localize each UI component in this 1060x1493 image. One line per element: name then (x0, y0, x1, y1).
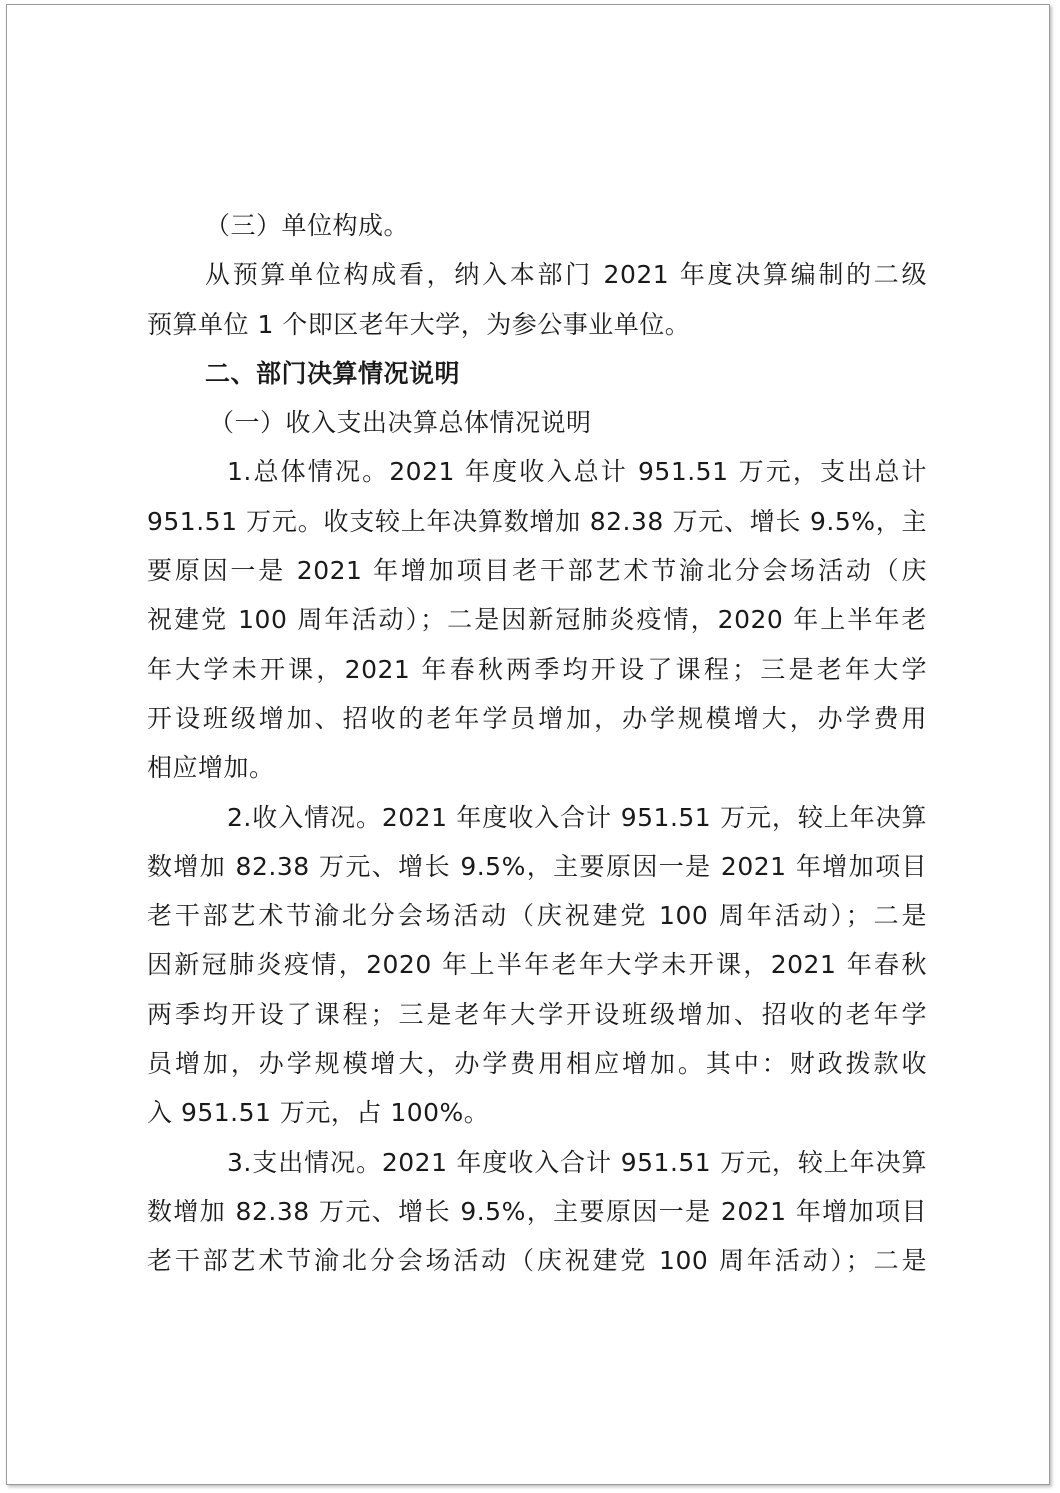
paragraph-line: 因新冠肺炎疫情，2020 年上半年老年大学未开课，2021 年春秋 (147, 950, 927, 980)
paragraph-line: 老干部艺术节渝北分会场活动（庆祝建党 100 周年活动）；二是 (147, 1246, 927, 1276)
paragraph-line: 开设班级增加、招收的老年学员增加，办学规模增大，办学费用 (147, 703, 927, 733)
document-page (6, 4, 1050, 1485)
paragraph-line: 两季均开设了课程；三是老年大学开设班级增加、招收的老年学 (147, 999, 927, 1029)
paragraph-line: 要原因一是 2021 年增加项目老干部艺术节渝北分会场活动（庆 (147, 556, 927, 586)
paragraph-line: 从预算单位构成看，纳入本部门 2021 年度决算编制的二级 (205, 260, 927, 290)
paragraph-line: 3.支出情况。2021 年度收入合计 951.51 万元，较上年决算 (227, 1147, 927, 1177)
paragraph-line: 年大学未开课，2021 年春秋两季均开设了课程；三是老年大学 (147, 654, 927, 684)
document-body (147, 201, 927, 1286)
paragraph-line: 数增加 82.38 万元、增长 9.5%，主要原因一是 2021 年增加项目 (147, 851, 927, 881)
section-heading: （一）收入支出决算总体情况说明 (209, 408, 592, 438)
paragraph-line: 预算单位 1 个即区老年大学，为参公事业单位。 (147, 309, 691, 339)
paragraph-line: 相应增加。 (147, 753, 275, 783)
section-heading-unit-composition: （三）单位构成。 (205, 211, 410, 240)
paragraph-line: 祝建党 100 周年活动）；二是因新冠肺炎疫情，2020 年上半年老 (147, 605, 927, 635)
paragraph-line: 951.51 万元。收支较上年决算数增加 82.38 万元、增长 9.5%，主 (147, 506, 927, 536)
paragraph-line: 员增加，办学规模增大，办学费用相应增加。其中：财政拨款收 (147, 1049, 927, 1079)
paragraph-line: 数增加 82.38 万元、增长 9.5%，主要原因一是 2021 年增加项目 (147, 1196, 927, 1226)
paragraph-line: 2.收入情况。2021 年度收入合计 951.51 万元，较上年决算 (227, 802, 927, 832)
paragraph-line: 入 951.51 万元，占 100%。 (147, 1098, 490, 1128)
paragraph-line: 1.总体情况。2021 年度收入总计 951.51 万元，支出总计 (227, 457, 927, 487)
paragraph-line: 老干部艺术节渝北分会场活动（庆祝建党 100 周年活动）；二是 (147, 901, 927, 931)
chapter-heading: 二、部门决算情况说明 (205, 358, 461, 388)
